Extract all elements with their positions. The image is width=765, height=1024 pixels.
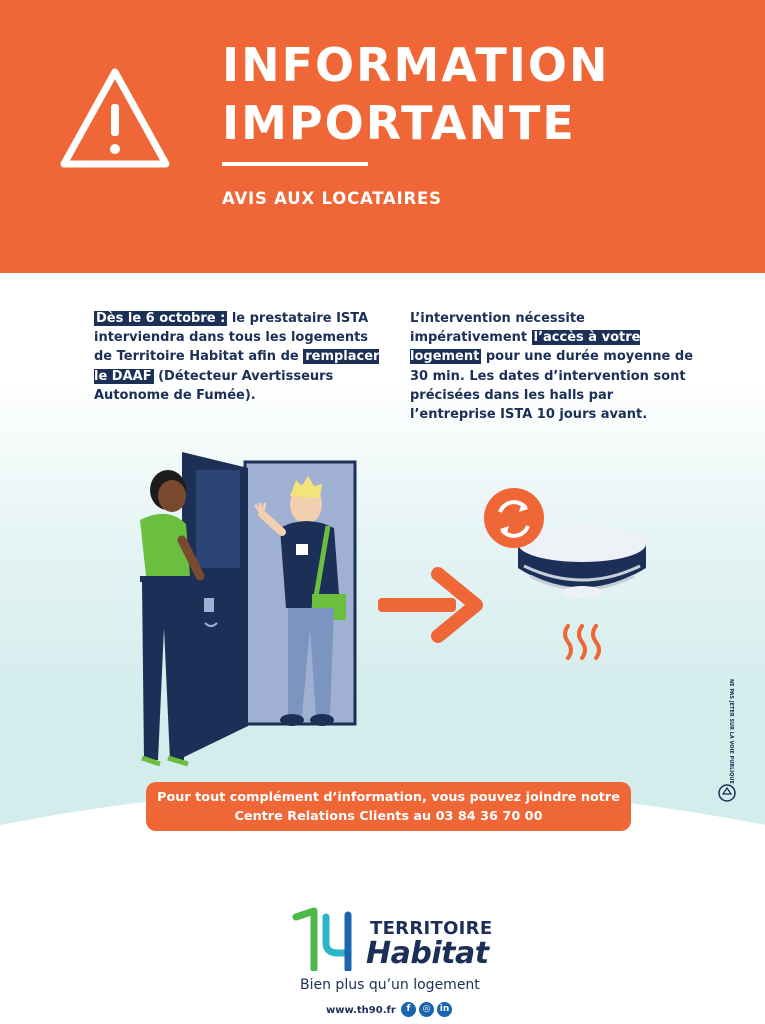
- title-line-1: INFORMATION: [222, 38, 610, 92]
- title-line-2: IMPORTANTE: [222, 96, 576, 150]
- replace-highlight: remplacer le DAAF: [94, 349, 380, 384]
- contact-line-2: Centre Relations Clients au 03 84 36 70 00: [234, 809, 543, 824]
- page-title: [222, 36, 609, 152]
- instagram-icon[interactable]: ◎: [419, 1002, 434, 1017]
- replace-cycle-icon: [484, 488, 544, 548]
- contact-line-1: Pour tout complément d’information, vous pouvez joindre notre: [157, 790, 620, 805]
- access-paragraph: [410, 309, 700, 424]
- arrow-right-icon: [378, 574, 476, 636]
- intro-text-1: le prestataire ISTA interviendra dans tous les logements de Territoire Habitat afin de: [94, 311, 369, 365]
- website-link[interactable]: www.th90.fr: [326, 1005, 396, 1016]
- subtitle: AVIS AUX LOCATAIRES: [222, 189, 442, 208]
- warning-triangle-icon: [58, 66, 172, 170]
- intervention-illustration: [120, 448, 660, 768]
- recycle-icon: [718, 784, 736, 802]
- intro-text-2: (Détecteur Avertisseurs Autonome de Fumée).: [94, 368, 334, 403]
- territoire-habitat-logo-icon: [288, 907, 358, 971]
- brand-name-line-2: Habitat: [366, 936, 489, 971]
- legal-note: [725, 679, 737, 792]
- brand-name-line-1: TERRITOIRE: [370, 918, 493, 939]
- smoke-detector-icon: [518, 526, 646, 658]
- intro-paragraph: [94, 309, 384, 405]
- title-divider: [222, 162, 368, 166]
- legal-note-text: NE PAS JETER SUR LA VOIE PUBLIQUE: [728, 679, 734, 784]
- header-banner: [0, 0, 765, 273]
- facebook-icon[interactable]: f: [401, 1002, 416, 1017]
- brand-tagline: Bien plus qu’un logement: [300, 977, 480, 993]
- date-highlight: Dès le 6 octobre :: [96, 311, 226, 326]
- access-highlight: l’accès à votre logement: [410, 330, 641, 365]
- linkedin-icon[interactable]: in: [437, 1002, 452, 1017]
- access-text-1: L’intervention nécessite impérativement: [410, 311, 585, 346]
- contact-callout: [146, 782, 631, 831]
- access-text-2: pour une durée moyenne de 30 min. Les dates d’intervention sont précisées dans les halls par l’entreprise ISTA 10 jours avant.: [410, 349, 694, 423]
